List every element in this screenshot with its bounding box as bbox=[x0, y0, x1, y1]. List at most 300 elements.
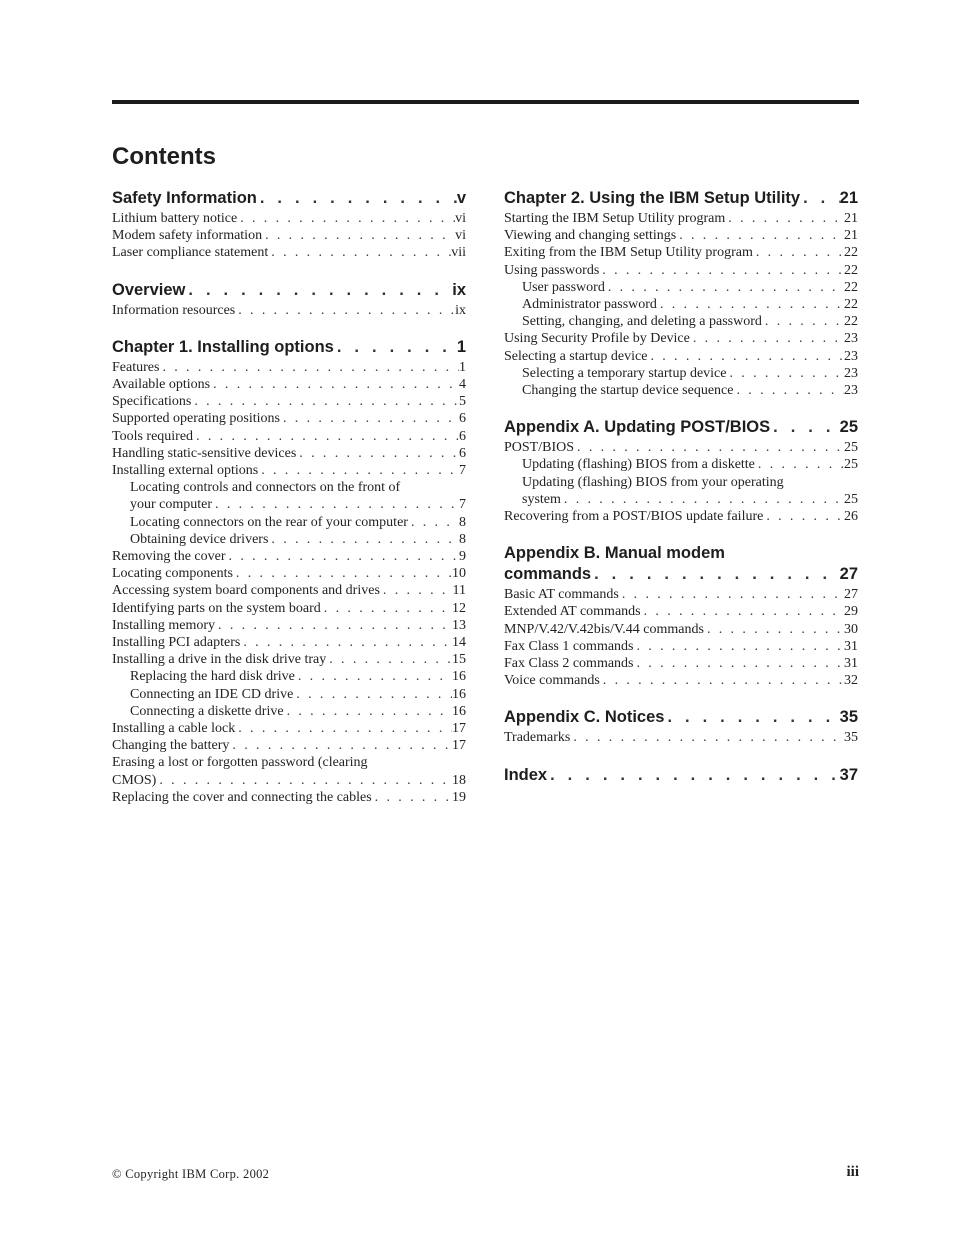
entry-line bbox=[522, 474, 858, 491]
entry-line bbox=[504, 603, 858, 620]
toc-entry[interactable] bbox=[112, 393, 466, 410]
entry-page-number: 17 bbox=[452, 738, 466, 754]
entry-line bbox=[130, 668, 466, 685]
entry-text: Accessing system board components and drives bbox=[112, 583, 380, 599]
entry-line bbox=[504, 655, 858, 672]
entry-text: Basic AT commands bbox=[504, 587, 619, 603]
toc-entry[interactable] bbox=[112, 227, 466, 244]
entry-line bbox=[112, 210, 466, 227]
heading-text: Appendix B. Manual modem bbox=[504, 544, 725, 563]
entry-text: Recovering from a POST/BIOS update failure bbox=[504, 509, 764, 525]
dot-leader bbox=[229, 737, 452, 754]
toc-section-heading[interactable] bbox=[112, 280, 466, 301]
entry-text: Using passwords bbox=[504, 262, 600, 278]
entry-page-number: 14 bbox=[452, 635, 466, 651]
entry-text: Replacing the hard disk drive bbox=[130, 669, 295, 685]
entry-line bbox=[504, 672, 858, 689]
entry-page-number: 22 bbox=[844, 279, 858, 295]
heading-line bbox=[504, 543, 858, 564]
entry-line bbox=[112, 651, 466, 668]
heading-text: Appendix A. Updating POST/BIOS bbox=[504, 418, 771, 437]
entry-line bbox=[112, 772, 466, 789]
entry-page-number: 31 bbox=[844, 638, 858, 654]
entry-text: Selecting a startup device bbox=[504, 348, 648, 364]
toc-entry[interactable] bbox=[112, 428, 466, 445]
dot-leader bbox=[574, 439, 844, 456]
dot-leader bbox=[704, 621, 844, 638]
entry-line bbox=[112, 227, 466, 244]
heading-text: Chapter 2. Using the IBM Setup Utility bbox=[504, 189, 801, 207]
toc-entry[interactable] bbox=[112, 548, 466, 565]
entry-page-number: 21 bbox=[844, 211, 858, 226]
dot-leader bbox=[334, 337, 457, 358]
dot-leader bbox=[268, 244, 451, 261]
toc-entry[interactable] bbox=[504, 603, 858, 620]
entry-text: MNP/V.42/V.42bis/V.44 commands bbox=[504, 621, 704, 637]
dot-leader bbox=[237, 210, 455, 227]
heading-line bbox=[112, 188, 466, 209]
entry-line bbox=[112, 720, 466, 737]
entry-line bbox=[112, 600, 466, 617]
entry-line bbox=[504, 638, 858, 655]
dot-leader bbox=[657, 296, 844, 313]
toc-entry[interactable] bbox=[112, 565, 466, 582]
toc-section-heading[interactable] bbox=[504, 543, 858, 585]
heading-page-number: 37 bbox=[839, 765, 858, 784]
dot-leader bbox=[664, 707, 839, 728]
toc-right-column bbox=[504, 188, 858, 804]
entry-page-number: 1 bbox=[459, 359, 466, 375]
entry-page-number: 25 bbox=[844, 440, 858, 456]
entry-page-number: 23 bbox=[844, 331, 858, 347]
entry-text: Installing external options bbox=[112, 463, 259, 479]
entry-line bbox=[522, 365, 858, 382]
dot-leader bbox=[561, 491, 844, 508]
entry-page-number: 22 bbox=[844, 314, 858, 330]
entry-line bbox=[504, 508, 858, 525]
entry-text: Viewing and changing settings bbox=[504, 228, 677, 244]
entry-line bbox=[522, 382, 858, 399]
dot-leader bbox=[262, 227, 455, 244]
entry-text: Obtaining device drivers bbox=[130, 531, 269, 547]
entry-page-number: 4 bbox=[459, 377, 466, 393]
entry-line bbox=[112, 754, 466, 771]
heading-line bbox=[504, 188, 858, 209]
entry-line bbox=[112, 617, 466, 634]
dot-leader bbox=[284, 703, 452, 720]
toc-entry[interactable] bbox=[112, 376, 466, 393]
dot-leader bbox=[690, 330, 844, 347]
toc-section bbox=[112, 188, 466, 262]
toc-entry[interactable] bbox=[112, 686, 466, 703]
entry-page-number: 6 bbox=[459, 428, 466, 444]
entry-line bbox=[522, 491, 858, 508]
entry-page-number: 16 bbox=[452, 686, 466, 702]
toc-entry[interactable] bbox=[504, 586, 858, 603]
entry-page-number: 27 bbox=[844, 587, 858, 603]
entry-line bbox=[504, 210, 858, 227]
toc-entry[interactable] bbox=[112, 651, 466, 668]
toc-entry[interactable] bbox=[112, 410, 466, 427]
entry-line bbox=[112, 462, 466, 479]
heading-page-number: 21 bbox=[839, 189, 858, 207]
entry-page-number: vii bbox=[451, 245, 466, 261]
entry-text: Locating connectors on the rear of your computer bbox=[130, 514, 408, 530]
entry-text: Lithium battery notice bbox=[112, 211, 238, 226]
heading-line bbox=[112, 280, 466, 301]
heading-page-number: 35 bbox=[839, 708, 858, 727]
entry-line bbox=[130, 531, 466, 548]
entry-text: Voice commands bbox=[504, 673, 600, 689]
entry-page-number: ix bbox=[455, 302, 466, 318]
toc-entry[interactable] bbox=[112, 244, 466, 261]
dot-leader bbox=[725, 210, 844, 227]
toc-entry[interactable] bbox=[504, 313, 858, 330]
entry-line bbox=[112, 428, 466, 445]
entry-line bbox=[130, 703, 466, 720]
entry-text: Fax Class 2 commands bbox=[504, 656, 634, 672]
entry-page-number: 16 bbox=[452, 669, 466, 685]
dot-leader bbox=[733, 382, 844, 399]
entry-text: Specifications bbox=[112, 394, 192, 410]
entry-page-number: 8 bbox=[459, 514, 466, 530]
toc-entry[interactable] bbox=[112, 703, 466, 720]
dot-leader bbox=[293, 686, 452, 703]
toc-entry[interactable] bbox=[112, 737, 466, 754]
toc-entry[interactable] bbox=[112, 514, 466, 531]
entry-line bbox=[112, 582, 466, 599]
dot-leader bbox=[380, 582, 453, 599]
entry-page-number: 5 bbox=[459, 394, 466, 410]
entry-text: Tools required bbox=[112, 428, 194, 444]
dot-leader bbox=[726, 365, 844, 382]
entry-page-number: 6 bbox=[459, 445, 466, 461]
dot-leader bbox=[600, 672, 844, 689]
dot-leader bbox=[226, 548, 459, 565]
entry-page-number: 23 bbox=[844, 383, 858, 399]
entry-line bbox=[522, 279, 858, 296]
entry-page-number: 7 bbox=[459, 497, 466, 513]
toc-entry[interactable] bbox=[112, 479, 466, 513]
entry-line bbox=[522, 313, 858, 330]
heading-line bbox=[112, 337, 466, 358]
entry-text: Supported operating positions bbox=[112, 411, 280, 427]
entry-line bbox=[522, 296, 858, 313]
entry-text: Installing PCI adapters bbox=[112, 635, 241, 651]
toc-entry[interactable] bbox=[504, 210, 858, 227]
toc-section bbox=[504, 707, 858, 746]
page-number: iii bbox=[846, 1164, 859, 1180]
toc-entry[interactable] bbox=[504, 474, 858, 508]
toc-section bbox=[504, 543, 858, 689]
entry-page-number: 18 bbox=[452, 772, 466, 788]
toc-entry[interactable] bbox=[504, 330, 858, 347]
entry-page-number: 29 bbox=[844, 604, 858, 620]
entry-text: Erasing a lost or forgotten password (clearing bbox=[112, 755, 368, 771]
toc-entry[interactable] bbox=[112, 789, 466, 806]
dot-leader bbox=[770, 417, 839, 438]
entry-line bbox=[504, 729, 858, 746]
entry-text: Information resources bbox=[112, 302, 236, 318]
entry-page-number: 13 bbox=[452, 617, 466, 633]
entry-page-number: 22 bbox=[844, 297, 858, 313]
entry-page-number: 17 bbox=[452, 721, 466, 737]
toc-entry[interactable] bbox=[504, 439, 858, 456]
entry-line bbox=[112, 565, 466, 582]
entry-line bbox=[112, 359, 466, 376]
entry-line bbox=[130, 686, 466, 703]
toc-entry[interactable] bbox=[504, 262, 858, 279]
toc-entry[interactable] bbox=[112, 600, 466, 617]
dot-leader bbox=[599, 262, 844, 279]
heading-page-number: 1 bbox=[456, 337, 466, 356]
entry-page-number: 15 bbox=[452, 652, 466, 668]
entry-line bbox=[504, 262, 858, 279]
dot-leader bbox=[258, 462, 459, 479]
toc-entry[interactable] bbox=[112, 617, 466, 634]
toc-entry[interactable] bbox=[112, 634, 466, 651]
entry-text: Replacing the cover and connecting the cables bbox=[112, 789, 372, 805]
dot-leader bbox=[295, 668, 452, 685]
toc-entry[interactable] bbox=[112, 462, 466, 479]
entry-text: Administrator password bbox=[522, 297, 657, 313]
toc-section-heading[interactable] bbox=[112, 188, 466, 209]
dot-leader bbox=[641, 603, 844, 620]
entry-page-number: vi bbox=[455, 228, 466, 244]
entry-text: Laser compliance statement bbox=[112, 245, 269, 261]
entry-text: Modem safety information bbox=[112, 228, 263, 244]
toc-entry[interactable] bbox=[504, 244, 858, 261]
toc-entry[interactable] bbox=[504, 456, 858, 473]
entry-line bbox=[504, 348, 858, 365]
heading-text: Safety Information bbox=[112, 189, 257, 207]
entry-line bbox=[112, 737, 466, 754]
dot-leader bbox=[156, 772, 452, 789]
entry-line bbox=[504, 227, 858, 244]
dot-leader bbox=[235, 720, 452, 737]
toc-entry[interactable] bbox=[504, 655, 858, 672]
toc-entry[interactable] bbox=[504, 672, 858, 689]
dot-leader bbox=[800, 188, 840, 209]
toc-entry[interactable] bbox=[504, 227, 858, 244]
entry-page-number: 8 bbox=[459, 531, 466, 547]
toc-entry[interactable] bbox=[112, 754, 466, 788]
entry-text: Locating controls and connectors on the front of bbox=[130, 480, 401, 496]
heading-line bbox=[504, 707, 858, 728]
dot-leader bbox=[268, 531, 459, 548]
toc-section-heading[interactable] bbox=[504, 188, 858, 209]
dot-leader bbox=[408, 514, 459, 531]
toc-entry[interactable] bbox=[112, 445, 466, 462]
entry-text: Removing the cover bbox=[112, 549, 226, 565]
entry-page-number: 30 bbox=[844, 621, 858, 637]
page-title: Contents bbox=[112, 143, 216, 170]
dot-leader bbox=[570, 729, 844, 746]
entry-line bbox=[504, 439, 858, 456]
dot-leader bbox=[257, 188, 457, 209]
entry-line bbox=[130, 514, 466, 531]
toc-entry[interactable] bbox=[112, 359, 466, 376]
entry-text: Changing the startup device sequence bbox=[522, 383, 734, 399]
dot-leader bbox=[647, 348, 844, 365]
entry-line bbox=[112, 393, 466, 410]
entry-text: system bbox=[522, 491, 561, 507]
entry-page-number: 31 bbox=[844, 656, 858, 672]
entry-page-number: 23 bbox=[844, 365, 858, 381]
toc-section-heading[interactable] bbox=[504, 417, 858, 438]
entry-page-number: 26 bbox=[844, 509, 858, 525]
top-rule bbox=[112, 100, 859, 104]
entry-line bbox=[504, 586, 858, 603]
dot-leader bbox=[763, 508, 844, 525]
entry-page-number: 7 bbox=[459, 463, 466, 479]
entry-page-number: 19 bbox=[452, 789, 466, 805]
entry-page-number: 22 bbox=[844, 262, 858, 278]
dot-leader bbox=[233, 565, 452, 582]
dot-leader bbox=[634, 638, 845, 655]
toc-entry[interactable] bbox=[112, 668, 466, 685]
entry-page-number: 35 bbox=[844, 730, 858, 746]
entry-text: Connecting a diskette drive bbox=[130, 703, 284, 719]
toc-entry[interactable] bbox=[112, 582, 466, 599]
entry-text: Features bbox=[112, 359, 160, 375]
heading-page-number: ix bbox=[452, 280, 466, 299]
heading-text: Index bbox=[504, 765, 548, 784]
entry-line bbox=[130, 479, 466, 496]
entry-line bbox=[504, 621, 858, 638]
entry-text: Installing memory bbox=[112, 617, 216, 633]
toc-section bbox=[504, 765, 858, 786]
entry-text: Locating components bbox=[112, 566, 233, 582]
entry-line bbox=[112, 302, 466, 319]
entry-line bbox=[504, 244, 858, 261]
heading-line bbox=[504, 417, 858, 438]
toc-entry[interactable] bbox=[504, 348, 858, 365]
dot-leader bbox=[191, 393, 459, 410]
entry-text: CMOS) bbox=[112, 772, 157, 788]
entry-text: Connecting an IDE CD drive bbox=[130, 686, 294, 702]
entry-text: Installing a cable lock bbox=[112, 721, 236, 737]
toc-entry[interactable] bbox=[504, 729, 858, 746]
entry-page-number: 6 bbox=[459, 411, 466, 427]
entry-page-number: 22 bbox=[844, 245, 858, 261]
heading-page-number: 25 bbox=[839, 418, 858, 437]
dot-leader bbox=[755, 456, 844, 473]
dot-leader bbox=[215, 617, 452, 634]
toc-entry[interactable] bbox=[504, 279, 858, 296]
entry-line bbox=[112, 445, 466, 462]
entry-page-number: 16 bbox=[452, 703, 466, 719]
dot-leader bbox=[753, 244, 844, 261]
heading-text: commands bbox=[504, 565, 592, 584]
entry-page-number: 12 bbox=[452, 600, 466, 616]
dot-leader bbox=[676, 227, 844, 244]
entry-text: Extended AT commands bbox=[504, 604, 641, 620]
toc-entry[interactable] bbox=[504, 508, 858, 525]
toc-section bbox=[504, 188, 858, 399]
entry-page-number: vi bbox=[455, 211, 466, 226]
entry-page-number: 25 bbox=[844, 491, 858, 507]
toc-entry[interactable] bbox=[112, 720, 466, 737]
dot-leader bbox=[605, 279, 844, 296]
entry-page-number: 11 bbox=[452, 583, 466, 599]
heading-text: Chapter 1. Installing options bbox=[112, 337, 334, 356]
toc-entry[interactable] bbox=[504, 382, 858, 399]
entry-text: Updating (flashing) BIOS from your operating bbox=[522, 474, 784, 490]
dot-leader bbox=[547, 765, 840, 786]
toc-entry[interactable] bbox=[504, 296, 858, 313]
entry-text: Handling static-sensitive devices bbox=[112, 445, 297, 461]
heading-line bbox=[504, 564, 858, 585]
entry-line bbox=[112, 789, 466, 806]
entry-line bbox=[112, 634, 466, 651]
dot-leader bbox=[762, 313, 844, 330]
toc-entry[interactable] bbox=[112, 531, 466, 548]
heading-text: Appendix C. Notices bbox=[504, 708, 665, 727]
entry-text: Trademarks bbox=[504, 730, 571, 746]
toc-section bbox=[112, 337, 466, 806]
entry-page-number: 23 bbox=[844, 348, 858, 364]
toc-entry[interactable] bbox=[504, 365, 858, 382]
toc-entry[interactable] bbox=[112, 302, 466, 319]
entry-text: Fax Class 1 commands bbox=[504, 638, 634, 654]
dot-leader bbox=[210, 376, 459, 393]
entry-line bbox=[112, 548, 466, 565]
entry-line bbox=[522, 456, 858, 473]
dot-leader bbox=[280, 410, 459, 427]
entry-text: User password bbox=[522, 279, 605, 295]
entry-text: Changing the battery bbox=[112, 738, 230, 754]
heading-page-number: 27 bbox=[839, 565, 858, 584]
toc-section bbox=[504, 417, 858, 525]
entry-text: Using Security Profile by Device bbox=[504, 331, 690, 347]
dot-leader bbox=[619, 586, 844, 603]
entry-page-number: 10 bbox=[452, 566, 466, 582]
entry-text: Identifying parts on the system board bbox=[112, 600, 321, 616]
toc-entry[interactable] bbox=[504, 621, 858, 638]
entry-text: Setting, changing, and deleting a password bbox=[522, 314, 762, 330]
entry-text: your computer bbox=[130, 497, 213, 513]
toc-section-heading[interactable] bbox=[504, 707, 858, 728]
entry-text: Starting the IBM Setup Utility program bbox=[504, 211, 726, 226]
toc-entry[interactable] bbox=[504, 638, 858, 655]
entry-page-number: 9 bbox=[459, 549, 466, 565]
dot-leader bbox=[372, 789, 452, 806]
dot-leader bbox=[240, 634, 452, 651]
dot-leader bbox=[159, 359, 459, 376]
toc-section-heading[interactable] bbox=[112, 337, 466, 358]
dot-leader bbox=[185, 280, 452, 301]
entry-text: Installing a drive in the disk drive tray bbox=[112, 652, 327, 668]
dot-leader bbox=[321, 600, 452, 617]
entry-text: Exiting from the IBM Setup Utility program bbox=[504, 245, 753, 261]
toc-entry[interactable] bbox=[112, 210, 466, 227]
entry-page-number: 21 bbox=[844, 228, 858, 244]
dot-leader bbox=[235, 302, 455, 319]
heading-page-number: v bbox=[456, 189, 466, 207]
toc-section-heading[interactable] bbox=[504, 765, 858, 786]
heading-text: Overview bbox=[112, 280, 186, 299]
dot-leader bbox=[634, 655, 845, 672]
dot-leader bbox=[212, 496, 459, 513]
toc-left-column bbox=[112, 188, 466, 824]
entry-line bbox=[112, 244, 466, 261]
entry-text: Updating (flashing) BIOS from a diskette bbox=[522, 457, 755, 473]
entry-line bbox=[112, 376, 466, 393]
entry-text: Selecting a temporary startup device bbox=[522, 365, 727, 381]
entry-text: POST/BIOS bbox=[504, 440, 575, 456]
heading-line bbox=[504, 765, 858, 786]
